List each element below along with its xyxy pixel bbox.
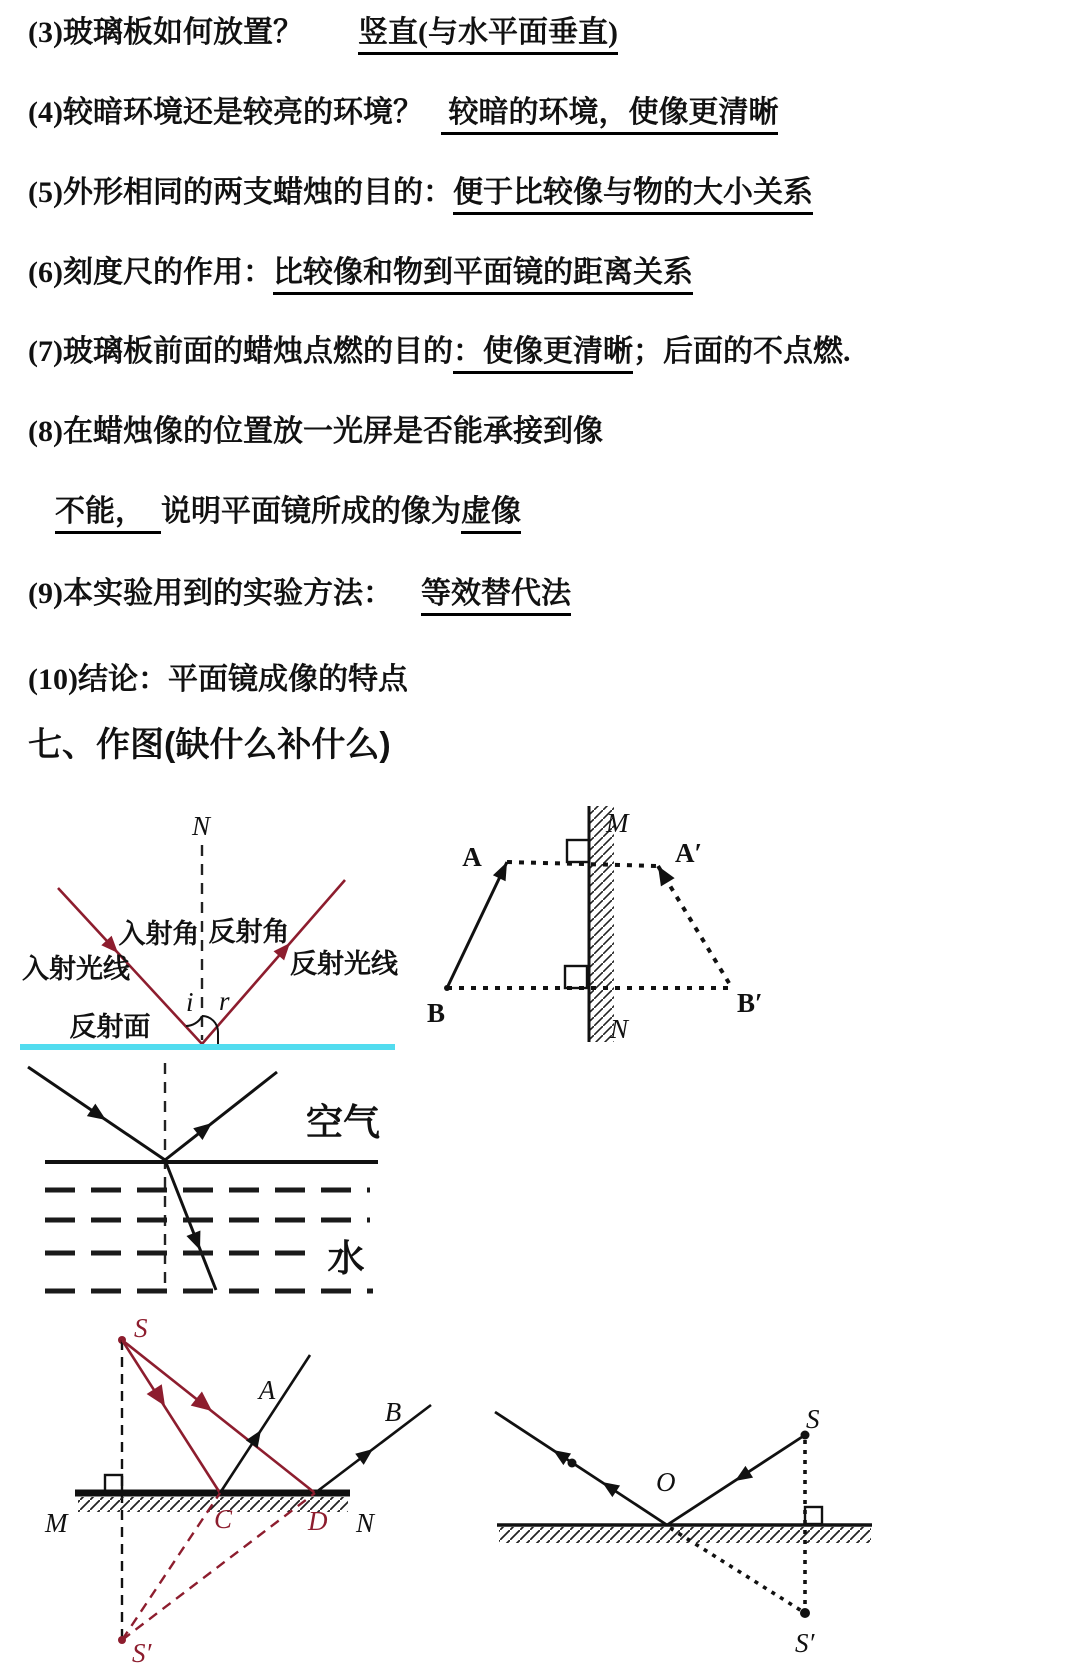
image-sprime-label: S′ — [795, 1628, 815, 1658]
q3-answer: 竖直(与水平面垂直) — [358, 16, 618, 55]
point-o-label: O — [656, 1467, 676, 1497]
question-7 — [28, 332, 850, 372]
mirror-left-label: M — [45, 1508, 68, 1538]
question-9 — [28, 574, 571, 614]
image-arrow-line — [658, 866, 732, 988]
q9-question: (9)本实验用到的实验方法： — [28, 577, 393, 610]
question-10 — [28, 660, 408, 700]
q7-answer: ：使像更清晰 — [453, 335, 633, 374]
mirror-hatching — [590, 806, 614, 1042]
q10-question: (10)结论：平面镜成像的特点 — [28, 663, 408, 696]
right-angle-mark — [105, 1475, 122, 1492]
point-a-dot — [568, 1459, 577, 1468]
point-d-label: D — [308, 1506, 328, 1536]
q8-answer-part1: 不能， — [55, 495, 161, 534]
angle-i-label: i — [186, 987, 194, 1017]
q9-answer: 等效替代法 — [421, 577, 571, 616]
refraction-diagram — [20, 1058, 390, 1300]
right-angle-a — [567, 840, 589, 862]
question-3 — [28, 13, 618, 53]
reflected-a-arrowhead — [246, 1426, 267, 1448]
q7-suffix: ；后面的不点燃. — [632, 335, 851, 368]
source-s-label: S — [134, 1313, 148, 1343]
ray-a-label: A — [258, 1375, 276, 1405]
ray-s-c-arrowhead — [147, 1384, 173, 1411]
right-angle-mark — [805, 1507, 822, 1524]
reflected-angle-label: 反射角 — [208, 917, 290, 947]
question-4 — [28, 93, 778, 133]
question-8-answer — [55, 492, 521, 532]
q5-answer: 便于比较像与物的大小关系 — [453, 176, 813, 215]
image-sprime-dot — [800, 1608, 810, 1618]
virtual-ray-sprime-c — [122, 1493, 220, 1640]
question-5 — [28, 173, 813, 213]
question-8 — [28, 412, 603, 452]
reflected-ray — [165, 1072, 277, 1160]
mirror-image-diagram — [395, 800, 795, 1050]
point-c-label: C — [214, 1504, 233, 1534]
source-s-label: S — [806, 1404, 820, 1434]
right-angle-b — [565, 966, 587, 988]
surface-label: 反射面 — [69, 1012, 151, 1042]
reflected-arrowhead-2 — [598, 1476, 620, 1497]
image-sprime-label: S′ — [132, 1638, 152, 1663]
water-label: 水 — [327, 1238, 365, 1279]
q8-answer-part3: 虚像 — [461, 495, 521, 534]
angle-r-label: r — [219, 986, 230, 1016]
q8-question: (8)在蜡烛像的位置放一光屏是否能承接到像 — [28, 415, 603, 448]
incident-ray-diagram — [450, 1400, 880, 1663]
reflected-ray — [495, 1412, 667, 1525]
reflected-b-arrowhead — [355, 1443, 377, 1464]
q3-question: (3)玻璃板如何放置？ — [28, 16, 303, 49]
q4-answer: 较暗的环境，使像更清晰 — [441, 96, 779, 135]
q6-answer: 比较像和物到平面镜的距离关系 — [273, 256, 693, 295]
q5-question: (5)外形相同的两支蜡烛的目的： — [28, 176, 453, 209]
point-source-diagram — [25, 1305, 450, 1663]
mirror-top-label: M — [606, 808, 629, 838]
q8-answer-part2: 说明平面镜所成的像为 — [161, 495, 461, 528]
mirror-hatching — [499, 1527, 871, 1543]
point-a-image-label: A′ — [675, 838, 703, 868]
ray-s-to-c — [122, 1340, 220, 1493]
point-a-label: A — [462, 842, 482, 872]
q4-question: (4)较暗环境还是较亮的环境？ — [28, 96, 423, 129]
normal-label: N — [192, 811, 211, 841]
air-label: 空气 — [306, 1102, 380, 1143]
ray-s-to-d — [122, 1340, 315, 1493]
q7-question: (7)玻璃板前面的蜡烛点燃的目的 — [28, 335, 453, 368]
angle-arc-left — [186, 1016, 202, 1026]
object-arrow — [447, 862, 507, 988]
reflection-diagram — [15, 800, 400, 1055]
section-heading: 七、作图(缺什么补什么) — [28, 726, 391, 764]
incident-arrowhead — [731, 1466, 753, 1487]
point-b-image-label: B′ — [737, 988, 763, 1018]
mirror-bottom-label: N — [610, 1014, 629, 1044]
point-b-label: B — [426, 998, 446, 1028]
image-sprime-dot — [118, 1636, 126, 1644]
question-6 — [28, 253, 693, 293]
incident-ray-label: 入射光线 — [22, 954, 130, 984]
q6-question: (6)刻度尺的作用： — [28, 256, 273, 289]
refracted-ray — [165, 1160, 216, 1290]
incident-arrowhead — [87, 1104, 110, 1127]
ray-b-label: B — [384, 1397, 402, 1427]
reflected-ray-label: 反射光线 — [290, 949, 398, 979]
refracted-arrowhead — [186, 1231, 207, 1253]
incident-angle-label: 入射角 — [118, 919, 200, 949]
mirror-right-label: N — [356, 1508, 375, 1538]
